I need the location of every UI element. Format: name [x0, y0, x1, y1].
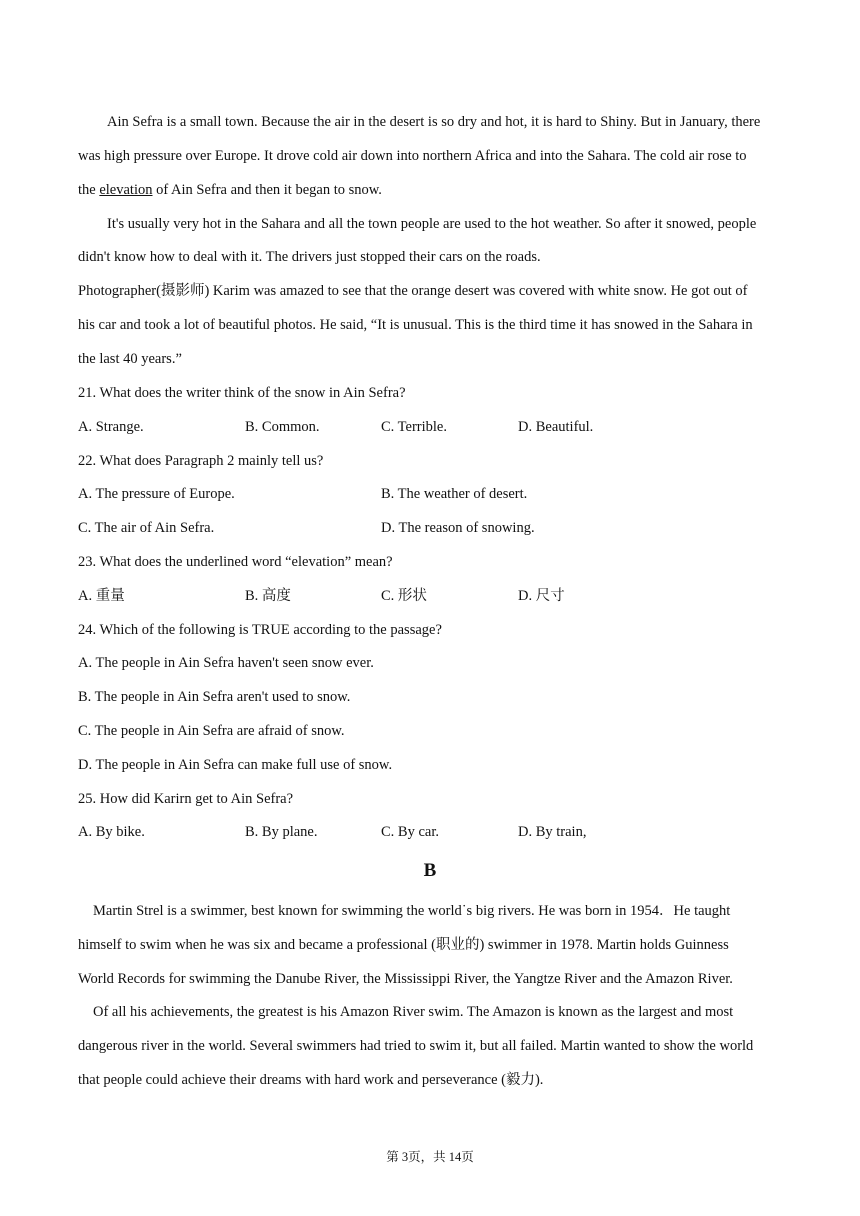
question-stem: 22. What does Paragraph 2 mainly tell us?: [78, 453, 324, 469]
question-option: C. The air of Ain Sefra.: [78, 520, 215, 536]
question-stem: 21. What does the writer think of the snow in Ain Sefra?: [78, 385, 406, 401]
question-option: B. By plane.: [245, 824, 318, 840]
passage-a-p1-line3: [78, 180, 783, 200]
question-option: C. By car.: [381, 824, 439, 840]
passage-b-p2-line2: dangerous river in the world. Several swimmers had tried to swim it, but all failed. Martin wanted to show the world: [78, 1038, 754, 1054]
question-option: B. The weather of desert.: [381, 486, 528, 502]
passage-b-p2-line3: that people could achieve their dreams with hard work and perseverance (毅力).: [78, 1072, 544, 1088]
section-b-heading: B: [423, 860, 437, 881]
passage-b-p1-line3: World Records for swimming the Danube River, the Mississippi River, the Yangtze River and the Amazon River.: [78, 971, 733, 987]
question-stem: 24. Which of the following is TRUE according to the passage?: [78, 622, 442, 638]
passage-b-p2-line1: Of all his achievements, the greatest is his Amazon River swim. The Amazon is known as the largest and most: [93, 1004, 734, 1020]
question-stem: 25. How did Karirn get to Ain Sefra?: [78, 791, 294, 807]
text-segment: the: [78, 182, 100, 198]
passage-a-p3-line2: his car and took a lot of beautiful photos. He said, “It is unusual. This is the third time it has snowed in the Sahara in: [78, 317, 753, 333]
question-option: D. The people in Ain Sefra can make full use of snow.: [78, 757, 393, 773]
question-option: A. The people in Ain Sefra haven't seen snow ever.: [78, 655, 374, 671]
question-option: C. 形状: [381, 588, 427, 604]
question-option: A. 重量: [78, 588, 125, 604]
passage-b-p1-line2: himself to swim when he was six and became a professional (职业的) swimmer in 1978. Martin holds Guinness: [78, 937, 729, 953]
question-option: D. The reason of snowing.: [381, 520, 535, 536]
page-number-footer: 第 3页，共 14页: [386, 1150, 474, 1164]
question-option: D. By train,: [518, 824, 587, 840]
question-option: B. The people in Ain Sefra aren't used to snow.: [78, 689, 351, 705]
question-option: A. The pressure of Europe.: [78, 486, 235, 502]
passage-a-p3-line3: the last 40 years.”: [78, 351, 182, 367]
text-segment: of Ain Sefra and then it began to snow.: [152, 182, 382, 198]
question-option: D. Beautiful.: [518, 419, 594, 435]
question-option: D. 尺寸: [518, 588, 565, 604]
underlined-word-elevation: elevation: [99, 182, 153, 198]
question-option: B. 高度: [245, 588, 291, 604]
question-option: C. Terrible.: [381, 419, 447, 435]
question-stem: 23. What does the underlined word “elevation” mean?: [78, 554, 393, 570]
passage-a-p1-line1: Ain Sefra is a small town. Because the air in the desert is so dry and hot, it is hard to Shiny. But in January, there: [107, 114, 761, 130]
question-option: B. Common.: [245, 419, 320, 435]
question-option: A. By bike.: [78, 824, 145, 840]
question-option: C. The people in Ain Sefra are afraid of snow.: [78, 723, 345, 739]
passage-b-p1-line1: Martin Strel is a swimmer, best known for swimming the world˙s big rivers. He was born in 1954．He taught: [93, 903, 731, 919]
passage-a-p1-line2: was high pressure over Europe. It drove cold air down into northern Africa and into the Sahara. The cold air rose to: [78, 148, 747, 164]
passage-a-p2-line1: It's usually very hot in the Sahara and all the town people are used to the hot weather. So after it snowed, people: [107, 216, 757, 232]
question-option: A. Strange.: [78, 419, 144, 435]
passage-a-p2-line2: didn't know how to deal with it. The drivers just stopped their cars on the roads.: [78, 249, 541, 265]
passage-a-p3-line1: Photographer(摄影师) Karim was amazed to see that the orange desert was covered with white snow. He got out of: [78, 283, 748, 299]
